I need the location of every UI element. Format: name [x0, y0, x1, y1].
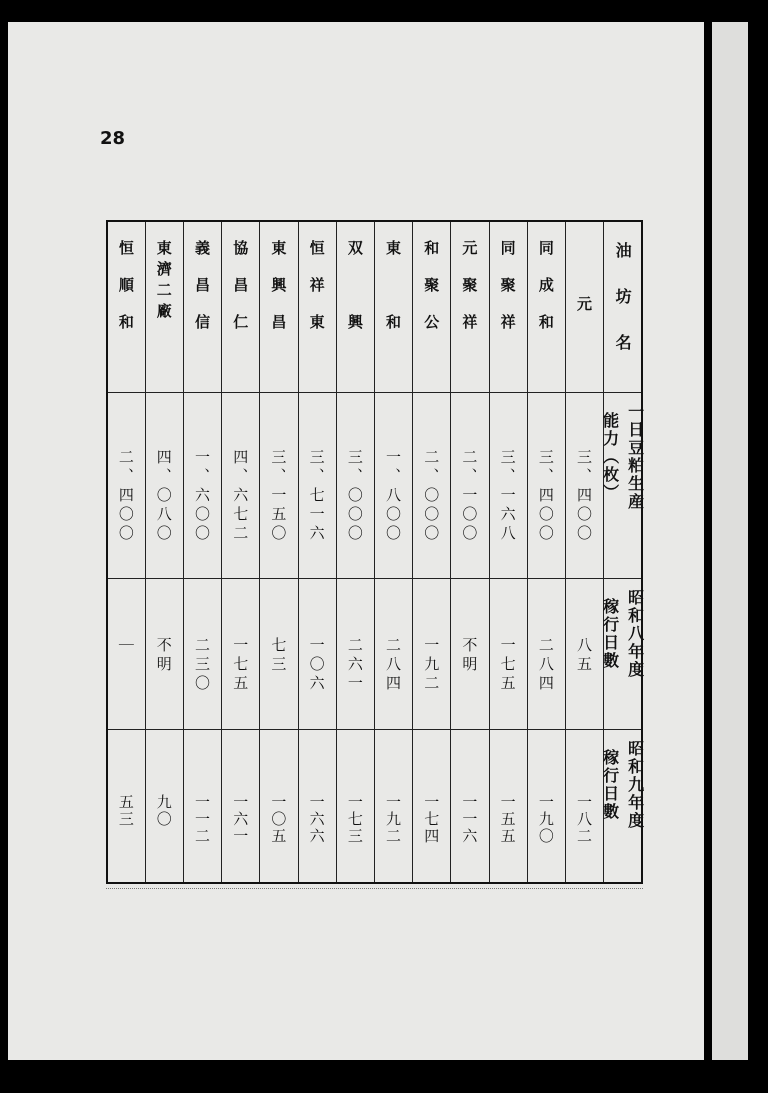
mill-name: 元聚祥: [460, 240, 479, 351]
days8-value: 不明: [154, 637, 173, 675]
mill-name: 同成和: [536, 240, 555, 351]
capacity-value: 二、一〇〇: [460, 449, 479, 544]
header-days8-line-1: 昭和八年度: [625, 589, 645, 679]
capacity-value: 一、六〇〇: [193, 449, 211, 544]
mill-name: 東 和: [384, 240, 403, 351]
mill-name: 恒順和: [116, 240, 135, 351]
cell-capacity-4: [451, 393, 489, 579]
mill-name: 元: [575, 295, 594, 444]
header-days-showa-9: [600, 730, 645, 884]
header-days9-line-1: 昭和九年度: [625, 740, 645, 830]
cell-name-13: [107, 221, 145, 393]
header-days8-lines: [600, 579, 645, 679]
cell-days8-7: [336, 579, 374, 730]
days9-value: 一九〇: [536, 794, 555, 845]
data-table: [106, 220, 643, 884]
days8-value: 七三: [269, 637, 288, 675]
row-days-showa-9: [107, 730, 642, 884]
days9-value: 一六六: [307, 794, 326, 845]
capacity-value: 四、六七二: [231, 449, 250, 544]
page-number: 28: [100, 128, 126, 149]
days8-value: 二六一: [345, 637, 364, 694]
mill-name: 東興昌: [269, 240, 288, 351]
days9-value: 一八二: [575, 794, 594, 845]
cell-days8-12: [145, 579, 183, 730]
cell-days9-12: [145, 730, 183, 884]
cell-days8-3: [489, 579, 527, 730]
header-days8-line-2: 稼行日數: [600, 598, 620, 670]
mill-name: 東濟二廠: [154, 240, 173, 324]
cell-capacity-6: [374, 393, 412, 579]
header-name: [604, 221, 642, 393]
days8-value: 一七五: [498, 637, 517, 694]
cell-name-11: [183, 221, 221, 393]
cell-days8-9: [260, 579, 298, 730]
cell-days9-5: [413, 730, 451, 884]
cell-days8-4: [451, 579, 489, 730]
adjacent-page-edge: [712, 22, 748, 1060]
capacity-value: 三、一六八: [498, 449, 517, 544]
cell-capacity-2: [527, 393, 565, 579]
days9-value: 九〇: [154, 794, 173, 828]
cell-capacity-3: [489, 393, 527, 579]
mill-name: 和聚公: [422, 240, 441, 351]
days8-value: 一〇六: [307, 637, 326, 694]
cell-days9-7: [336, 730, 374, 884]
cell-name-12: [145, 221, 183, 393]
cell-capacity-9: [260, 393, 298, 579]
cell-days8-11: [183, 579, 221, 730]
capacity-value: 一、八〇〇: [384, 449, 403, 544]
cell-name-2: [527, 221, 565, 393]
capacity-value: 四、〇八〇: [154, 449, 173, 544]
cell-days9-13: [107, 730, 145, 884]
days8-value: 一九二: [422, 637, 441, 694]
cell-name-4: [451, 221, 489, 393]
cell-capacity-12: [145, 393, 183, 579]
cell-days8-2: [527, 579, 565, 730]
oil-mill-table: [106, 220, 643, 875]
header-capacity-line-2: 能力（枚）: [600, 412, 620, 502]
cell-days9-4: [451, 730, 489, 884]
header-days9-line-2: 稼行日數: [600, 749, 620, 821]
days9-value: 一一六: [460, 794, 479, 845]
cell-days9-6: [374, 730, 412, 884]
days8-value: 一七五: [231, 637, 250, 694]
cell-days8-8: [298, 579, 336, 730]
cell-name-6: [374, 221, 412, 393]
days9-value: 一七四: [422, 794, 441, 845]
capacity-value: 三、〇〇〇: [345, 449, 364, 544]
days9-value: 一五五: [498, 794, 517, 845]
header-days9-lines: [600, 730, 645, 830]
capacity-value: 三、一五〇: [269, 449, 288, 544]
days8-value: 二八四: [384, 637, 403, 694]
days9-value: 五三: [116, 794, 135, 828]
capacity-value: 三、四〇〇: [575, 449, 594, 544]
header-oil-mill-name: 油坊名: [613, 242, 633, 380]
cell-days9-2: [527, 730, 565, 884]
cell-name-9: [260, 221, 298, 393]
header-capacity-lines: [600, 393, 645, 511]
cell-name-7: [336, 221, 374, 393]
row-capacity: [107, 393, 642, 579]
capacity-value: 二、四〇〇: [116, 449, 135, 544]
table-bottom-rule: [106, 880, 643, 889]
mill-name: 双 興: [345, 240, 364, 351]
days8-value: 二三〇: [193, 637, 211, 694]
header-capacity-line-1: 一日豆粕生産: [625, 403, 645, 511]
cell-days8-13: [107, 579, 145, 730]
capacity-value: 二、〇〇〇: [422, 449, 441, 544]
cell-name-1: [565, 221, 603, 444]
cell-capacity-8: [298, 393, 336, 579]
days8-value: ｜: [116, 637, 135, 656]
days8-value: 不明: [460, 637, 479, 675]
cell-capacity-13: [107, 393, 145, 579]
cell-capacity-7: [336, 393, 374, 579]
cell-days9-9: [260, 730, 298, 884]
cell-name-5: [413, 221, 451, 393]
days8-value: 八五: [575, 637, 594, 675]
days9-value: 一九二: [384, 794, 403, 845]
cell-days9-3: [489, 730, 527, 884]
cell-days8-5: [413, 579, 451, 730]
capacity-value: 三、七一六: [307, 449, 326, 544]
days9-value: 一〇五: [269, 794, 288, 845]
mill-name: 同聚祥: [498, 240, 517, 351]
cell-name-8: [298, 221, 336, 393]
mill-name: 恒祥東: [307, 240, 326, 351]
days9-value: 一一二: [193, 794, 211, 845]
cell-days8-10: [222, 579, 260, 730]
row-days-showa-8: [107, 579, 642, 730]
row-oil-mill-name: [107, 221, 642, 393]
cell-capacity-11: [183, 393, 221, 579]
cell-days9-8: [298, 730, 336, 884]
header-capacity: [600, 393, 645, 579]
cell-capacity-5: [413, 393, 451, 579]
days8-value: 二八四: [536, 637, 555, 694]
capacity-value: 三、四〇〇: [536, 449, 555, 544]
cell-name-3: [489, 221, 527, 393]
cell-name-10: [222, 221, 260, 393]
cell-days9-11: [183, 730, 221, 884]
mill-name: 義昌信: [193, 240, 211, 351]
cell-capacity-10: [222, 393, 260, 579]
days9-value: 一六一: [231, 794, 250, 845]
cell-days8-6: [374, 579, 412, 730]
header-days-showa-8: [600, 579, 645, 730]
cell-days9-10: [222, 730, 260, 884]
days9-value: 一七三: [345, 794, 364, 845]
mill-name: 協昌仁: [231, 240, 250, 351]
